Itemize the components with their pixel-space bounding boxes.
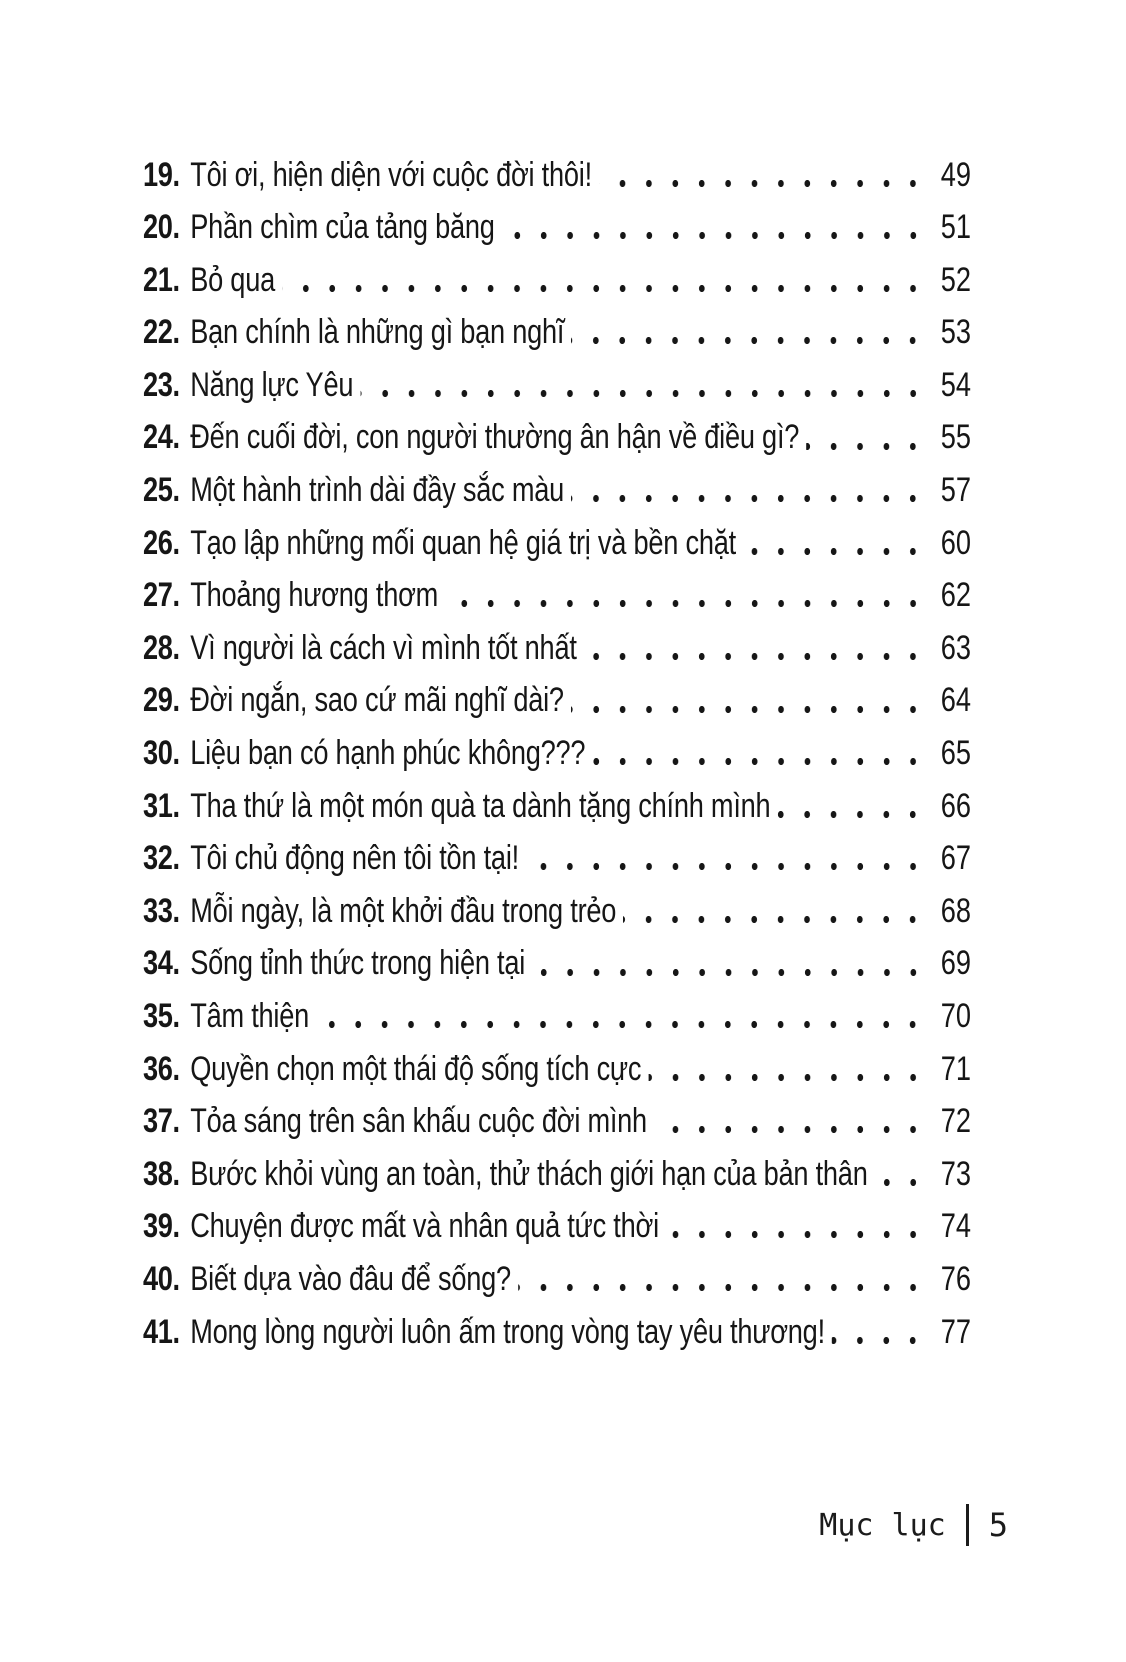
toc-dot-leader — [806, 443, 926, 450]
toc-dot-leader — [593, 758, 927, 765]
toc-entry — [143, 988, 971, 1041]
toc-entry — [143, 777, 971, 830]
toc-entry-title: Quyền chọn một thái độ sống tích cực — [190, 1049, 642, 1088]
toc-entry-page: 55 — [940, 418, 971, 457]
toc-entry-row — [143, 576, 971, 615]
toc-entry-title: Vì người là cách vì mình tốt nhất — [190, 628, 577, 667]
toc-entry-title: Tâm thiện — [190, 997, 309, 1035]
toc-entry-title: Đến cuối đời, con người thường ân hận về điều gì? — [190, 418, 800, 457]
toc-entry-row — [143, 1155, 971, 1194]
toc-entry-row — [143, 1260, 971, 1299]
toc-entry-row — [143, 261, 971, 300]
toc-entry — [143, 146, 971, 199]
toc-entry-number: 26. — [143, 523, 180, 562]
toc-dot-leader — [599, 180, 926, 187]
toc-dot-leader — [571, 706, 926, 713]
toc-entry-row — [143, 366, 971, 405]
toc-entry-row — [143, 1313, 971, 1352]
toc-entry-title: Phần chìm của tảng băng — [190, 208, 495, 247]
toc-entry-row — [143, 1102, 971, 1141]
toc-entry-row — [143, 418, 971, 457]
toc-entry-number: 19. — [143, 155, 180, 194]
toc-entry — [143, 514, 971, 567]
toc-entry-page: 57 — [940, 471, 971, 510]
toc-entry-title: Biết dựa vào đâu để sống? — [190, 1259, 511, 1298]
footer-divider — [966, 1504, 969, 1546]
toc-entry-row — [143, 944, 971, 983]
toc-entry — [143, 882, 971, 935]
toc-entry-row — [143, 156, 971, 195]
toc-list — [143, 146, 971, 1356]
toc-entry-page: 66 — [940, 786, 971, 825]
toc-entry-number: 33. — [143, 891, 180, 930]
toc-entry-title: Liệu bạn có hạnh phúc không??? — [190, 734, 586, 773]
toc-dot-leader — [832, 1337, 926, 1344]
toc-entry-number: 30. — [143, 734, 180, 773]
footer-page-number: 5 — [988, 1506, 1008, 1544]
toc-entry — [143, 251, 971, 304]
toc-entry-page: 60 — [940, 523, 971, 562]
toc-entry-row — [143, 471, 971, 510]
toc-entry-title: Mong lòng người luôn ấm trong vòng tay yêu thương! — [190, 1312, 825, 1351]
toc-dot-leader — [875, 1179, 926, 1186]
toc-entry-title: Bước khỏi vùng an toàn, thử thách giới hạn của bản thân — [190, 1154, 868, 1193]
toc-entry — [143, 935, 971, 988]
toc-entry-page: 73 — [940, 1154, 971, 1193]
toc-entry — [143, 462, 971, 515]
toc-entry-page: 49 — [940, 155, 971, 194]
toc-entry-number: 24. — [143, 418, 180, 457]
toc-entry-title: Chuyện được mất và nhân quả tức thời — [190, 1207, 659, 1246]
toc-entry-number: 22. — [143, 313, 180, 352]
toc-entry-page: 63 — [940, 628, 971, 667]
toc-entry-page: 72 — [940, 1102, 971, 1141]
toc-entry-number: 39. — [143, 1207, 180, 1246]
toc-entry — [143, 1145, 971, 1198]
toc-entry-title: Bỏ qua — [190, 260, 275, 299]
toc-entry — [143, 619, 971, 672]
toc-dot-leader — [282, 285, 926, 292]
toc-entry-title: Bạn chính là những gì bạn nghĩ — [190, 313, 565, 352]
toc-entry — [143, 1040, 971, 1093]
toc-entry-row — [143, 208, 971, 247]
toc-entry — [143, 1093, 971, 1146]
toc-dot-leader — [445, 600, 926, 607]
toc-entry-title: Tôi chủ động nên tôi tồn tại! — [190, 839, 519, 878]
toc-entry-number: 29. — [143, 681, 180, 720]
toc-entry-page: 65 — [940, 734, 971, 773]
toc-entry-page: 71 — [940, 1049, 971, 1088]
toc-entry-number: 37. — [143, 1102, 180, 1141]
toc-entry-title: Một hành trình dài đầy sắc màu — [190, 471, 565, 510]
toc-dot-leader — [532, 969, 926, 976]
toc-entry-page: 68 — [940, 891, 971, 930]
toc-entry-title: Năng lực Yêu — [190, 365, 354, 404]
toc-dot-leader — [648, 1074, 926, 1081]
toc-entry-page: 77 — [940, 1312, 971, 1351]
toc-dot-leader — [654, 1126, 926, 1133]
toc-entry-number: 36. — [143, 1049, 180, 1088]
toc-dot-leader — [571, 495, 926, 502]
toc-dot-leader — [571, 337, 926, 344]
toc-dot-leader — [360, 390, 926, 397]
toc-entry — [143, 1250, 971, 1303]
toc-entry-row — [143, 892, 971, 931]
toc-entry — [143, 1303, 971, 1356]
toc-entry-page: 64 — [940, 681, 971, 720]
toc-entry-title: Sống tỉnh thức trong hiện tại — [190, 944, 526, 983]
toc-entry-row — [143, 524, 971, 563]
toc-entry-number: 40. — [143, 1259, 180, 1298]
toc-dot-leader — [502, 232, 926, 239]
toc-dot-leader — [584, 653, 926, 660]
toc-entry-row — [143, 1050, 971, 1089]
toc-entry — [143, 830, 971, 883]
toc-entry-number: 27. — [143, 576, 180, 615]
footer-section-label: Mục lục — [819, 1507, 946, 1543]
toc-entry-row — [143, 313, 971, 352]
toc-entry-page: 51 — [940, 208, 971, 247]
toc-entry-row — [143, 681, 971, 720]
toc-entry-row — [143, 734, 971, 773]
toc-entry-page: 53 — [940, 313, 971, 352]
toc-entry-number: 34. — [143, 944, 180, 983]
toc-entry — [143, 567, 971, 620]
toc-dot-leader — [666, 1231, 926, 1238]
toc-entry-page: 70 — [940, 997, 971, 1035]
toc-entry-page: 54 — [940, 365, 971, 404]
toc-entry-title: Tha thứ là một món quà ta dành tặng chính mình — [190, 786, 771, 825]
toc-entry-page: 76 — [940, 1259, 971, 1298]
toc-entry — [143, 304, 971, 357]
toc-entry-row — [143, 839, 971, 878]
toc-entry-number: 28. — [143, 628, 180, 667]
toc-entry-number: 31. — [143, 786, 180, 825]
toc-entry-title: Mỗi ngày, là một khởi đầu trong trẻo — [190, 891, 617, 930]
toc-dot-leader — [623, 916, 926, 923]
toc-entry — [143, 1198, 971, 1251]
toc-dot-leader — [778, 811, 927, 818]
toc-entry-title: Tỏa sáng trên sân khấu cuộc đời mình — [190, 1102, 647, 1141]
toc-entry — [143, 725, 971, 778]
toc-entry-number: 35. — [143, 997, 180, 1035]
toc-entry — [143, 409, 971, 462]
toc-entry — [143, 199, 971, 252]
toc-entry-number: 32. — [143, 839, 180, 878]
toc-entry-number: 38. — [143, 1154, 180, 1193]
toc-entry-title: Đời ngắn, sao cứ mãi nghĩ dài? — [190, 681, 564, 720]
toc-entry-row — [143, 1207, 971, 1246]
toc-entry-row — [143, 629, 971, 668]
page-footer — [819, 1504, 1008, 1546]
toc-entry-number: 25. — [143, 471, 180, 510]
toc-entry — [143, 672, 971, 725]
toc-entry-number: 20. — [143, 208, 180, 247]
toc-dot-leader — [526, 863, 926, 870]
toc-entry-page: 67 — [940, 839, 971, 878]
toc-entry-number: 23. — [143, 365, 180, 404]
toc-dot-leader — [316, 1021, 926, 1028]
toc-entry-page: 74 — [940, 1207, 971, 1246]
toc-entry-page: 69 — [940, 944, 971, 983]
toc-entry-title: Tôi ơi, hiện diện với cuộc đời thôi! — [190, 155, 592, 194]
toc-dot-leader — [518, 1284, 926, 1291]
toc-dot-leader — [743, 548, 926, 555]
toc-entry-row — [143, 997, 971, 1036]
toc-entry-row — [143, 787, 971, 826]
toc-entry-number: 41. — [143, 1312, 180, 1351]
toc-entry-number: 21. — [143, 260, 180, 299]
toc-entry-title: Tạo lập những mối quan hệ giá trị và bền chặt — [190, 523, 736, 562]
toc-entry-page: 52 — [940, 260, 971, 299]
toc-entry-page: 62 — [940, 576, 971, 615]
toc-entry — [143, 356, 971, 409]
toc-entry-title: Thoảng hương thơm — [190, 576, 439, 615]
